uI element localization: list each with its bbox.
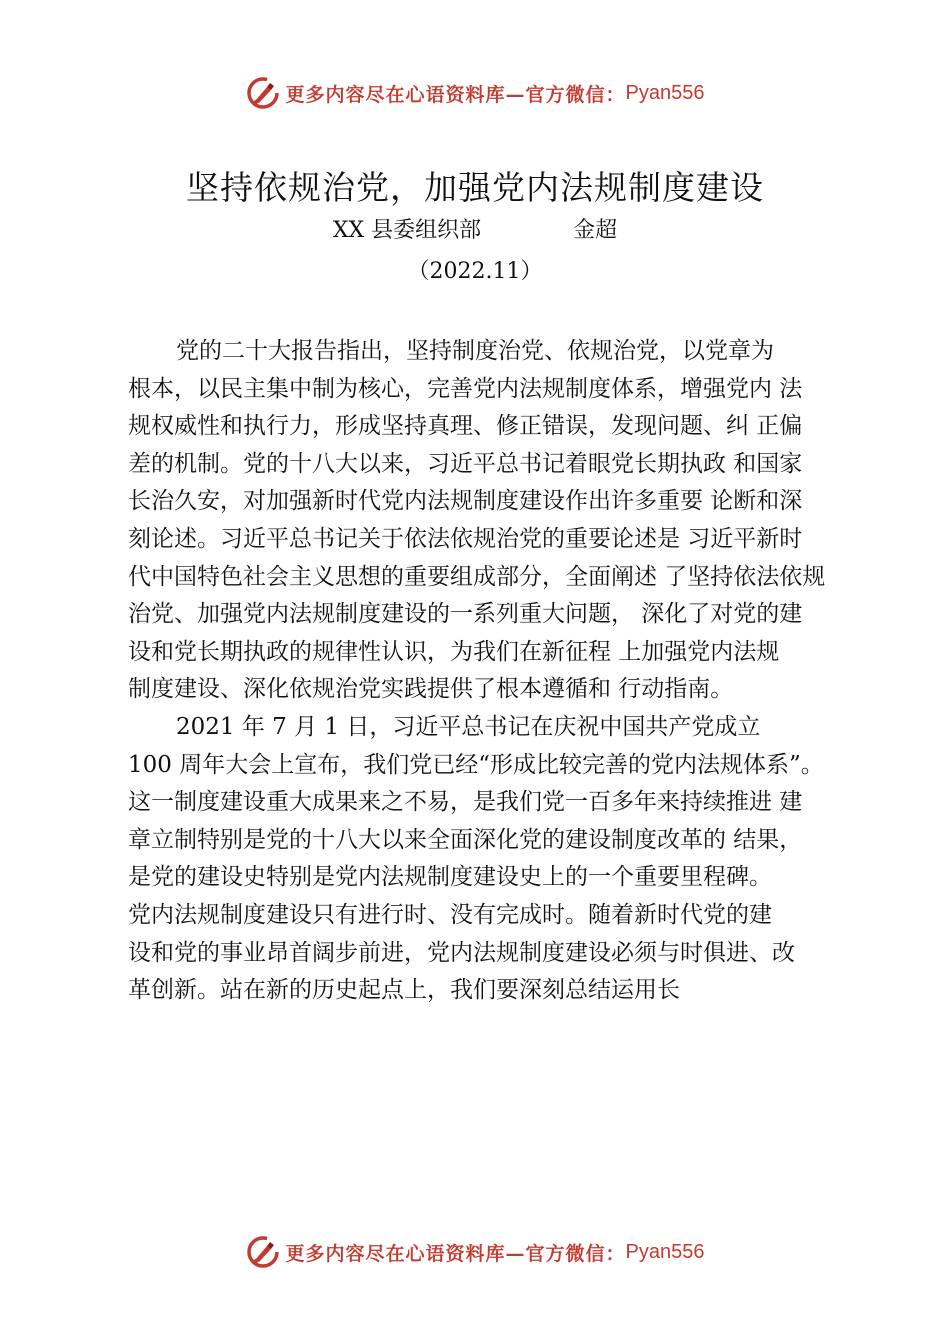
text-line: 这一制度建设重大成果来之不易，是我们党一百多年来持续推进 建 bbox=[128, 789, 803, 816]
watermark-wechat-id: Pyan556 bbox=[625, 81, 705, 104]
text-line: 刻论述。习近平总书记关于依法依规治党的重要论述是 习近平新时 bbox=[128, 525, 803, 552]
text-line: 规权威性和执行力，形成坚持真理、修正错误，发现问题、纠 正偏 bbox=[128, 413, 803, 440]
text-line: 制度建设、深化依规治党实践提供了根本遵循和 行动指南。 bbox=[128, 676, 734, 703]
watermark-text: 更多内容尽在心语资料库—官方微信： bbox=[285, 1242, 626, 1265]
text-line: 100 周年大会上宣布，我们党已经“形成比较完善的党内法规体系”。 bbox=[128, 751, 824, 778]
brush-pen-logo-icon bbox=[246, 76, 280, 110]
text-line: 章立制特别是党的十八大以来全面深化党的建设制度改革的 结果， bbox=[128, 826, 803, 853]
document-title: 坚持依规治党，加强党内法规制度建设 bbox=[186, 168, 764, 207]
text-line: 革创新。站在新的历史起点上，我们要深刻总结运用长 bbox=[128, 977, 680, 1004]
text-line: 2021 年 7 月 1 日，习近平总书记在庆祝中国共产党成立 bbox=[176, 713, 761, 740]
byline bbox=[0, 213, 950, 244]
watermark-wechat-id: Pyan556 bbox=[625, 1240, 705, 1263]
text-line: 设和党长期执政的规律性认识，为我们在新征程 上加强党内法规 bbox=[128, 638, 780, 665]
document-body bbox=[128, 333, 858, 1010]
text-line: 治党、加强党内法规制度建设的一系列重大问题， 深化了对党的建 bbox=[128, 601, 803, 628]
text-line: 是党的建设史特别是党内法规制度建设史上的一个重要里程碑。 bbox=[128, 864, 772, 891]
watermark-text: 更多内容尽在心语资料库—官方微信： bbox=[285, 83, 626, 106]
text-line: 差的机制。党的十八大以来，习近平总书记着眼党长期执政 和国家 bbox=[128, 450, 803, 477]
text-line: 设和党的事业昂首阔步前进，党内法规制度建设必须与时俱进、改 bbox=[128, 939, 795, 966]
text-line: 党的二十大报告指出，坚持制度治党、依规治党，以党章为 bbox=[176, 338, 774, 364]
text-line: 党内法规制度建设只有进行时、没有完成时。随着新时代党的建 bbox=[128, 901, 772, 928]
author-organization: XX 县委组织部 bbox=[332, 218, 482, 243]
author-name: 金超 bbox=[573, 218, 618, 243]
paragraph-2 bbox=[128, 709, 858, 1010]
text-line: 代中国特色社会主义思想的重要组成部分，全面阐述 了坚持依法依规 bbox=[128, 563, 826, 590]
paragraph-1 bbox=[128, 333, 858, 709]
document-date: （2022.11） bbox=[407, 259, 543, 284]
text-line: 根本，以民主集中制为核心，完善党内法规制度体系，增强党内 法 bbox=[128, 375, 803, 402]
footer-watermark bbox=[0, 1232, 950, 1272]
text-line: 长治久安，对加强新时代党内法规制度建设作出许多重要 论断和深 bbox=[128, 488, 803, 515]
header-watermark bbox=[0, 73, 950, 113]
brush-pen-logo-icon bbox=[246, 1235, 280, 1269]
